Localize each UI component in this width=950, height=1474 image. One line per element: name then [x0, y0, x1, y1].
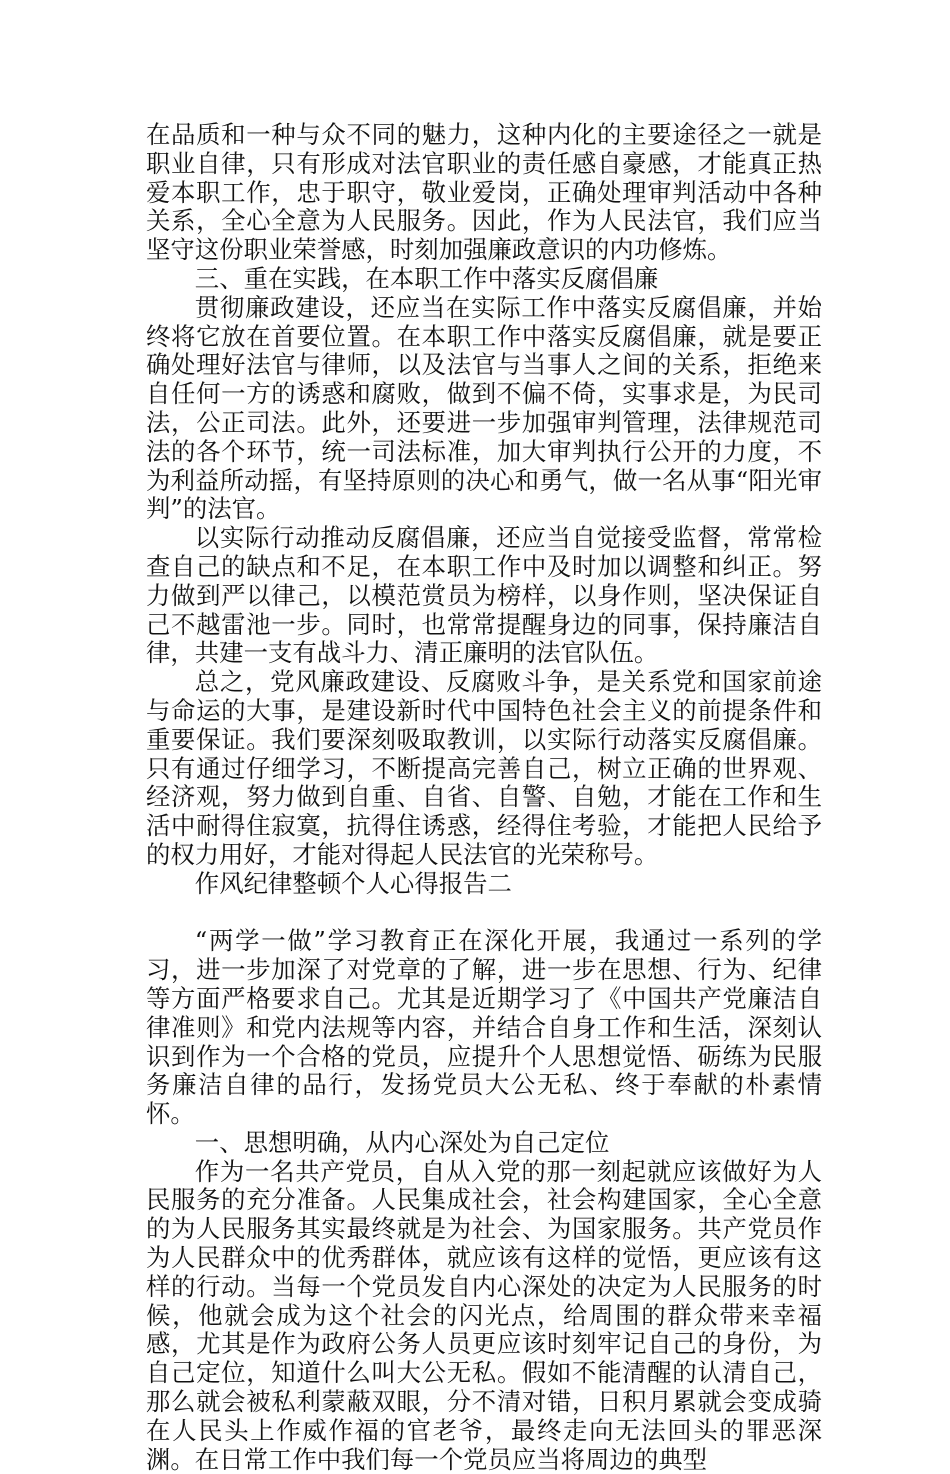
section-heading-three: 三、重在实践，在本职工作中落实反腐倡廉	[194, 263, 659, 293]
paragraph: 作为一名共产党员，自从入党的那一刻起就应该做好为人民服务的充分准备。人民集成社会，社会构建国家，全心全意的为人民服务其实最终就是为社会、为国家服务。共产党员作为人民群众中的优秀群体，就应该有这样的觉悟，更应该有这样的行动。当每一个党员发自内心深处的决定为人民服务的时候，他就会成为这个社会的闪光点，给周围的群众带来幸福感，尤其是作为政府公务人员更应该时刻牢记自己的身份，为自己定位，知道什么叫大公无私。假如不能清醒的认清自己，那么就会被私利蒙蔽双眼，分不清对错，日积月累就会变成骑在人民头上作威作福的官老爷，最终走向无法回头的罪恶深渊。在日常工作中我们每一个党员应当将周边的典型	[146, 1156, 822, 1474]
document-page	[146, 121, 822, 1474]
paragraph: 贯彻廉政建设，还应当在实际工作中落实反腐倡廉，并始终将它放在首要位置。在本职工作中落实反腐倡廉，就是要正确处理好法官与律师，以及法官与当事人之间的关系，拒绝来自任何一方的诱惑和腐败，做到不偏不倚，实事求是，为民司法，公正司法。此外，还要进一步加强审判管理，法律规范司法的各个环节，统一司法标准，加大审判执行公开的力度，不为利益所动摇，有坚持原则的决心和勇气，做一名从事“阳光审判”的法官。	[146, 292, 822, 524]
paragraph: “两学一做”学习教育正在深化开展，我通过一系列的学习，进一步加深了对党章的了解，进一步在思想、行为、纪律等方面严格要求自己。尤其是近期学习了《中国共产党廉洁自律准则》和党内法规等内容，并结合自身工作和生活，深刻认识到作为一个合格的党员，应提升个人思想觉悟、砺练为民服务廉洁自律的品行，发扬党员大公无私、终于奉献的朴素情怀。	[146, 926, 822, 1129]
paragraph: 总之，党风廉政建设、反腐败斗争，是关系党和国家前途与命运的大事，是建设新时代中国特色社会主义的前提条件和重要保证。我们要深刻吸取教训，以实际行动落实反腐倡廉。只有通过仔细学习，不断提高完善自己，树立正确的世界观、经济观，努力做到自重、自省、自警、自勉，才能在工作和生活中耐得住寂寞，抗得住诱惑，经得住考验，才能把人民给予的权力用好，才能对得起人民法官的光荣称号。	[146, 667, 822, 869]
section-heading-one: 一、思想明确，从内心深处为自己定位	[194, 1127, 610, 1157]
blank-line	[146, 899, 822, 928]
paragraph-continued: 在品质和一种与众不同的魅力，这种内化的主要途径之一就是职业自律，只有形成对法官职业的责任感自豪感，才能真正热爱本职工作，忠于职守，敬业爱岗，正确处理审判活动中各种关系，全心全意为人民服务。因此，作为人民法官，我们应当坚守这份职业荣誉感，时刻加强廉政意识的内功修炼。	[146, 120, 822, 265]
report-title: 作风纪律整顿个人心得报告二	[194, 868, 512, 898]
paragraph: 以实际行动推动反腐倡廉，还应当自觉接受监督，常常检查自己的缺点和不足，在本职工作中及时加以调整和纠正。努力做到严以律己，以模范赏员为榜样，以身作则，坚决保证自己不越雷池一步。同时，也常常提醒身边的同事，保持廉洁自律，共建一支有战斗力、清正廉明的法官队伍。	[146, 523, 822, 668]
